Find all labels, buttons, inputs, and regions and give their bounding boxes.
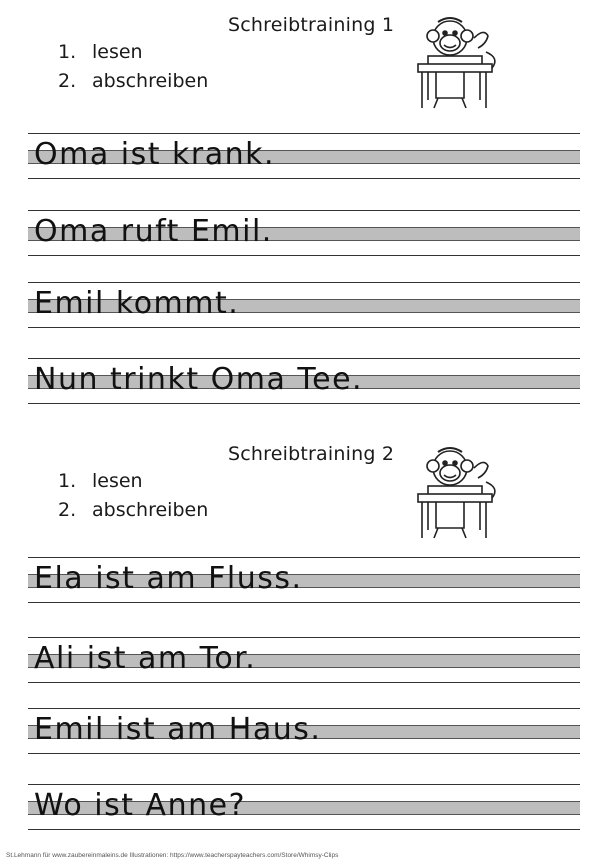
writing-line (28, 637, 580, 683)
step-number: 2. (58, 70, 77, 92)
sentence-text: Nun trinkt Oma Tee. (34, 362, 364, 397)
step-text: abschreiben (92, 70, 209, 92)
writing-line (28, 133, 580, 179)
sentence-text: Ela ist am Fluss. (34, 561, 303, 596)
writing-line (28, 708, 580, 754)
sentence-text: Emil kommt. (34, 286, 240, 321)
section-title: Schreibtraining 2 (228, 443, 395, 465)
step-text: lesen (92, 470, 143, 492)
sentence-text: Wo ist Anne? (34, 788, 246, 823)
sentence-text: Emil ist am Haus. (34, 712, 322, 747)
writing-line (28, 210, 580, 256)
monkey-at-desk-icon (414, 8, 506, 112)
monkey-at-desk-icon (414, 438, 506, 542)
instruction-item (58, 67, 208, 96)
writing-line (28, 282, 580, 328)
footer-credit: St.Lehmann für www.zaubereinmaleins.de Illustrationen: https://www.teacherspayteachers.com/Store/Whimsy-Clips (6, 852, 339, 859)
sentence-text: Oma ist krank. (34, 137, 276, 172)
instruction-item (58, 467, 208, 496)
step-text: abschreiben (92, 499, 209, 521)
step-number: 1. (58, 470, 77, 492)
writing-line (28, 358, 580, 404)
step-text: lesen (92, 41, 143, 63)
instruction-item (58, 38, 208, 67)
sentence-text: Ali ist am Tor. (34, 641, 257, 676)
instruction-item (58, 496, 208, 525)
sentence-text: Oma ruft Emil. (34, 214, 273, 249)
writing-line (28, 557, 580, 603)
instruction-list (58, 38, 208, 96)
step-number: 2. (58, 499, 77, 521)
section-title: Schreibtraining 1 (228, 14, 395, 36)
instruction-list (58, 467, 208, 525)
step-number: 1. (58, 41, 77, 63)
writing-line (28, 784, 580, 830)
